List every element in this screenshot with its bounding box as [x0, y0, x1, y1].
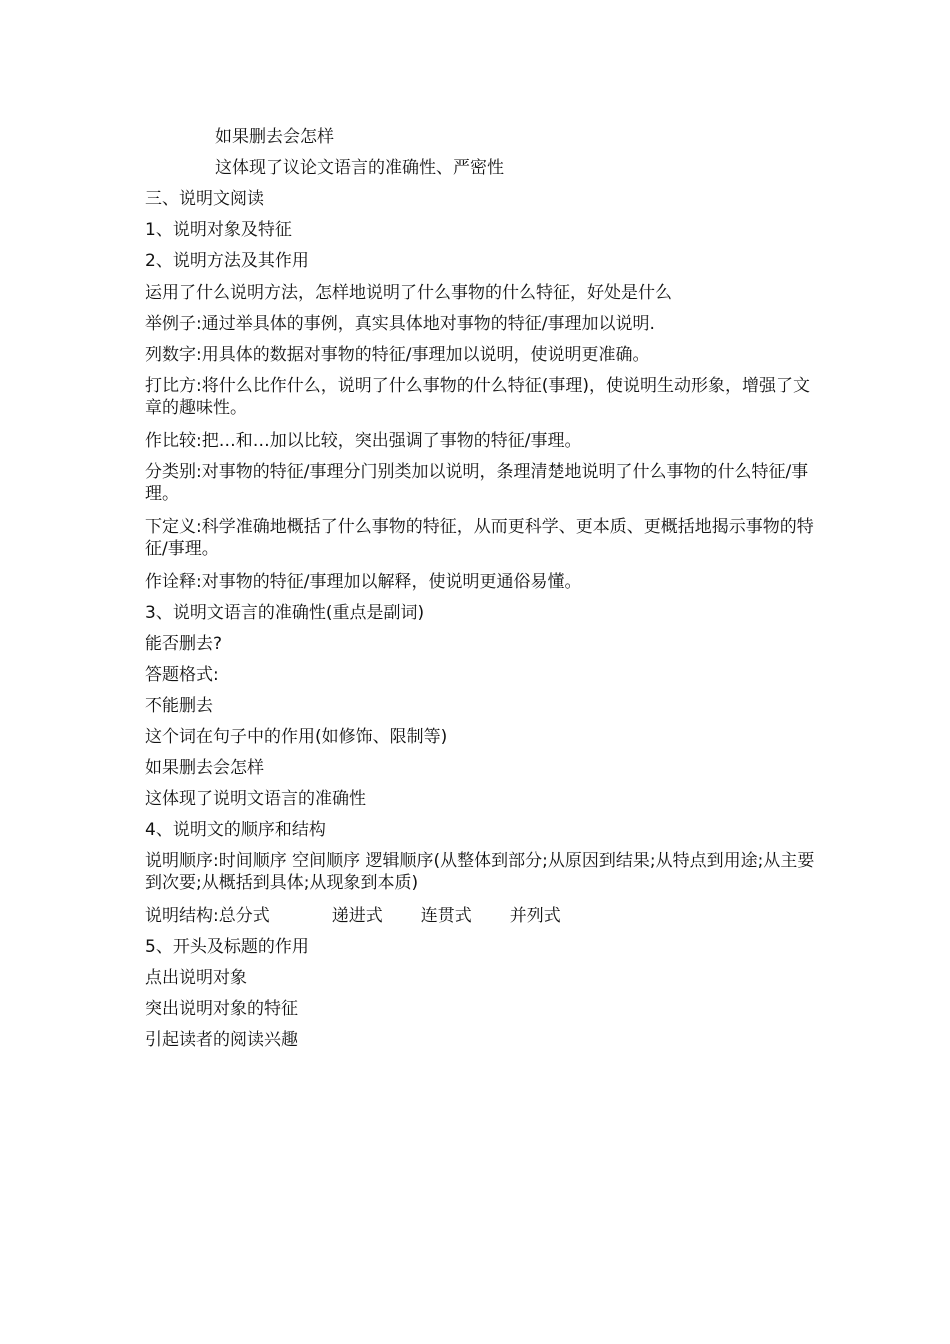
text-line: 作比较:把…和…加以比较，突出强调了事物的特征/事理。 [145, 431, 582, 451]
text-line: 如果删去会怎样 [145, 758, 264, 778]
text-paragraph: 下定义:科学准确地概括了什么事物的特征，从而更科学、更本质、更概括地揭示事物的特征/事理。 [145, 517, 814, 559]
structure-line [145, 905, 815, 927]
text-line: 举例子:通过举具体的事例，真实具体地对事物的特征/事理加以说明. [145, 314, 655, 334]
structure-type: 连贯式 [420, 906, 472, 926]
text-line: 点出说明对象 [145, 968, 247, 988]
subsection-heading: 1、说明对象及特征 [145, 220, 292, 240]
text-line: 不能删去 [145, 696, 213, 716]
text-line: 这个词在句子中的作用(如修饰、限制等) [145, 727, 448, 747]
text-paragraph: 打比方:将什么比作什么，说明了什么事物的什么特征(事理)，使说明生动形象，增强了文章的趣味性。 [145, 376, 810, 418]
text-line: 这体现了议论文语言的准确性、严密性 [215, 158, 504, 178]
structure-type: 递进式 [331, 906, 383, 926]
structure-label: 说明结构:总分式 [145, 906, 270, 926]
section-heading: 三、说明文阅读 [145, 189, 264, 209]
text-paragraph: 分类别:对事物的特征/事理分门别类加以说明，条理清楚地说明了什么事物的什么特征/事理。 [145, 462, 809, 504]
subsection-heading: 2、说明方法及其作用 [145, 251, 309, 271]
structure-type: 并列式 [509, 906, 561, 926]
text-paragraph: 说明顺序:时间顺序 空间顺序 逻辑顺序(从整体到部分;从原因到结果;从特点到用途;从主要到次要;从概括到具体;从现象到本质) [145, 851, 815, 893]
text-line: 能否删去? [145, 634, 223, 654]
subsection-heading: 4、说明文的顺序和结构 [145, 820, 326, 840]
text-line: 答题格式: [145, 665, 219, 685]
text-line: 引起读者的阅读兴趣 [145, 1030, 298, 1050]
subsection-heading: 5、开头及标题的作用 [145, 937, 309, 957]
subsection-heading: 3、说明文语言的准确性(重点是副词) [145, 603, 425, 623]
text-line: 如果删去会怎样 [215, 127, 334, 147]
text-line: 突出说明对象的特征 [145, 999, 298, 1019]
text-line: 这体现了说明文语言的准确性 [145, 789, 366, 809]
text-line: 运用了什么说明方法，怎样地说明了什么事物的什么特征，好处是什么 [145, 283, 672, 303]
text-line: 作诠释:对事物的特征/事理加以解释，使说明更通俗易懂。 [145, 572, 582, 592]
text-line: 列数字:用具体的数据对事物的特征/事理加以说明，使说明更准确。 [145, 345, 650, 365]
